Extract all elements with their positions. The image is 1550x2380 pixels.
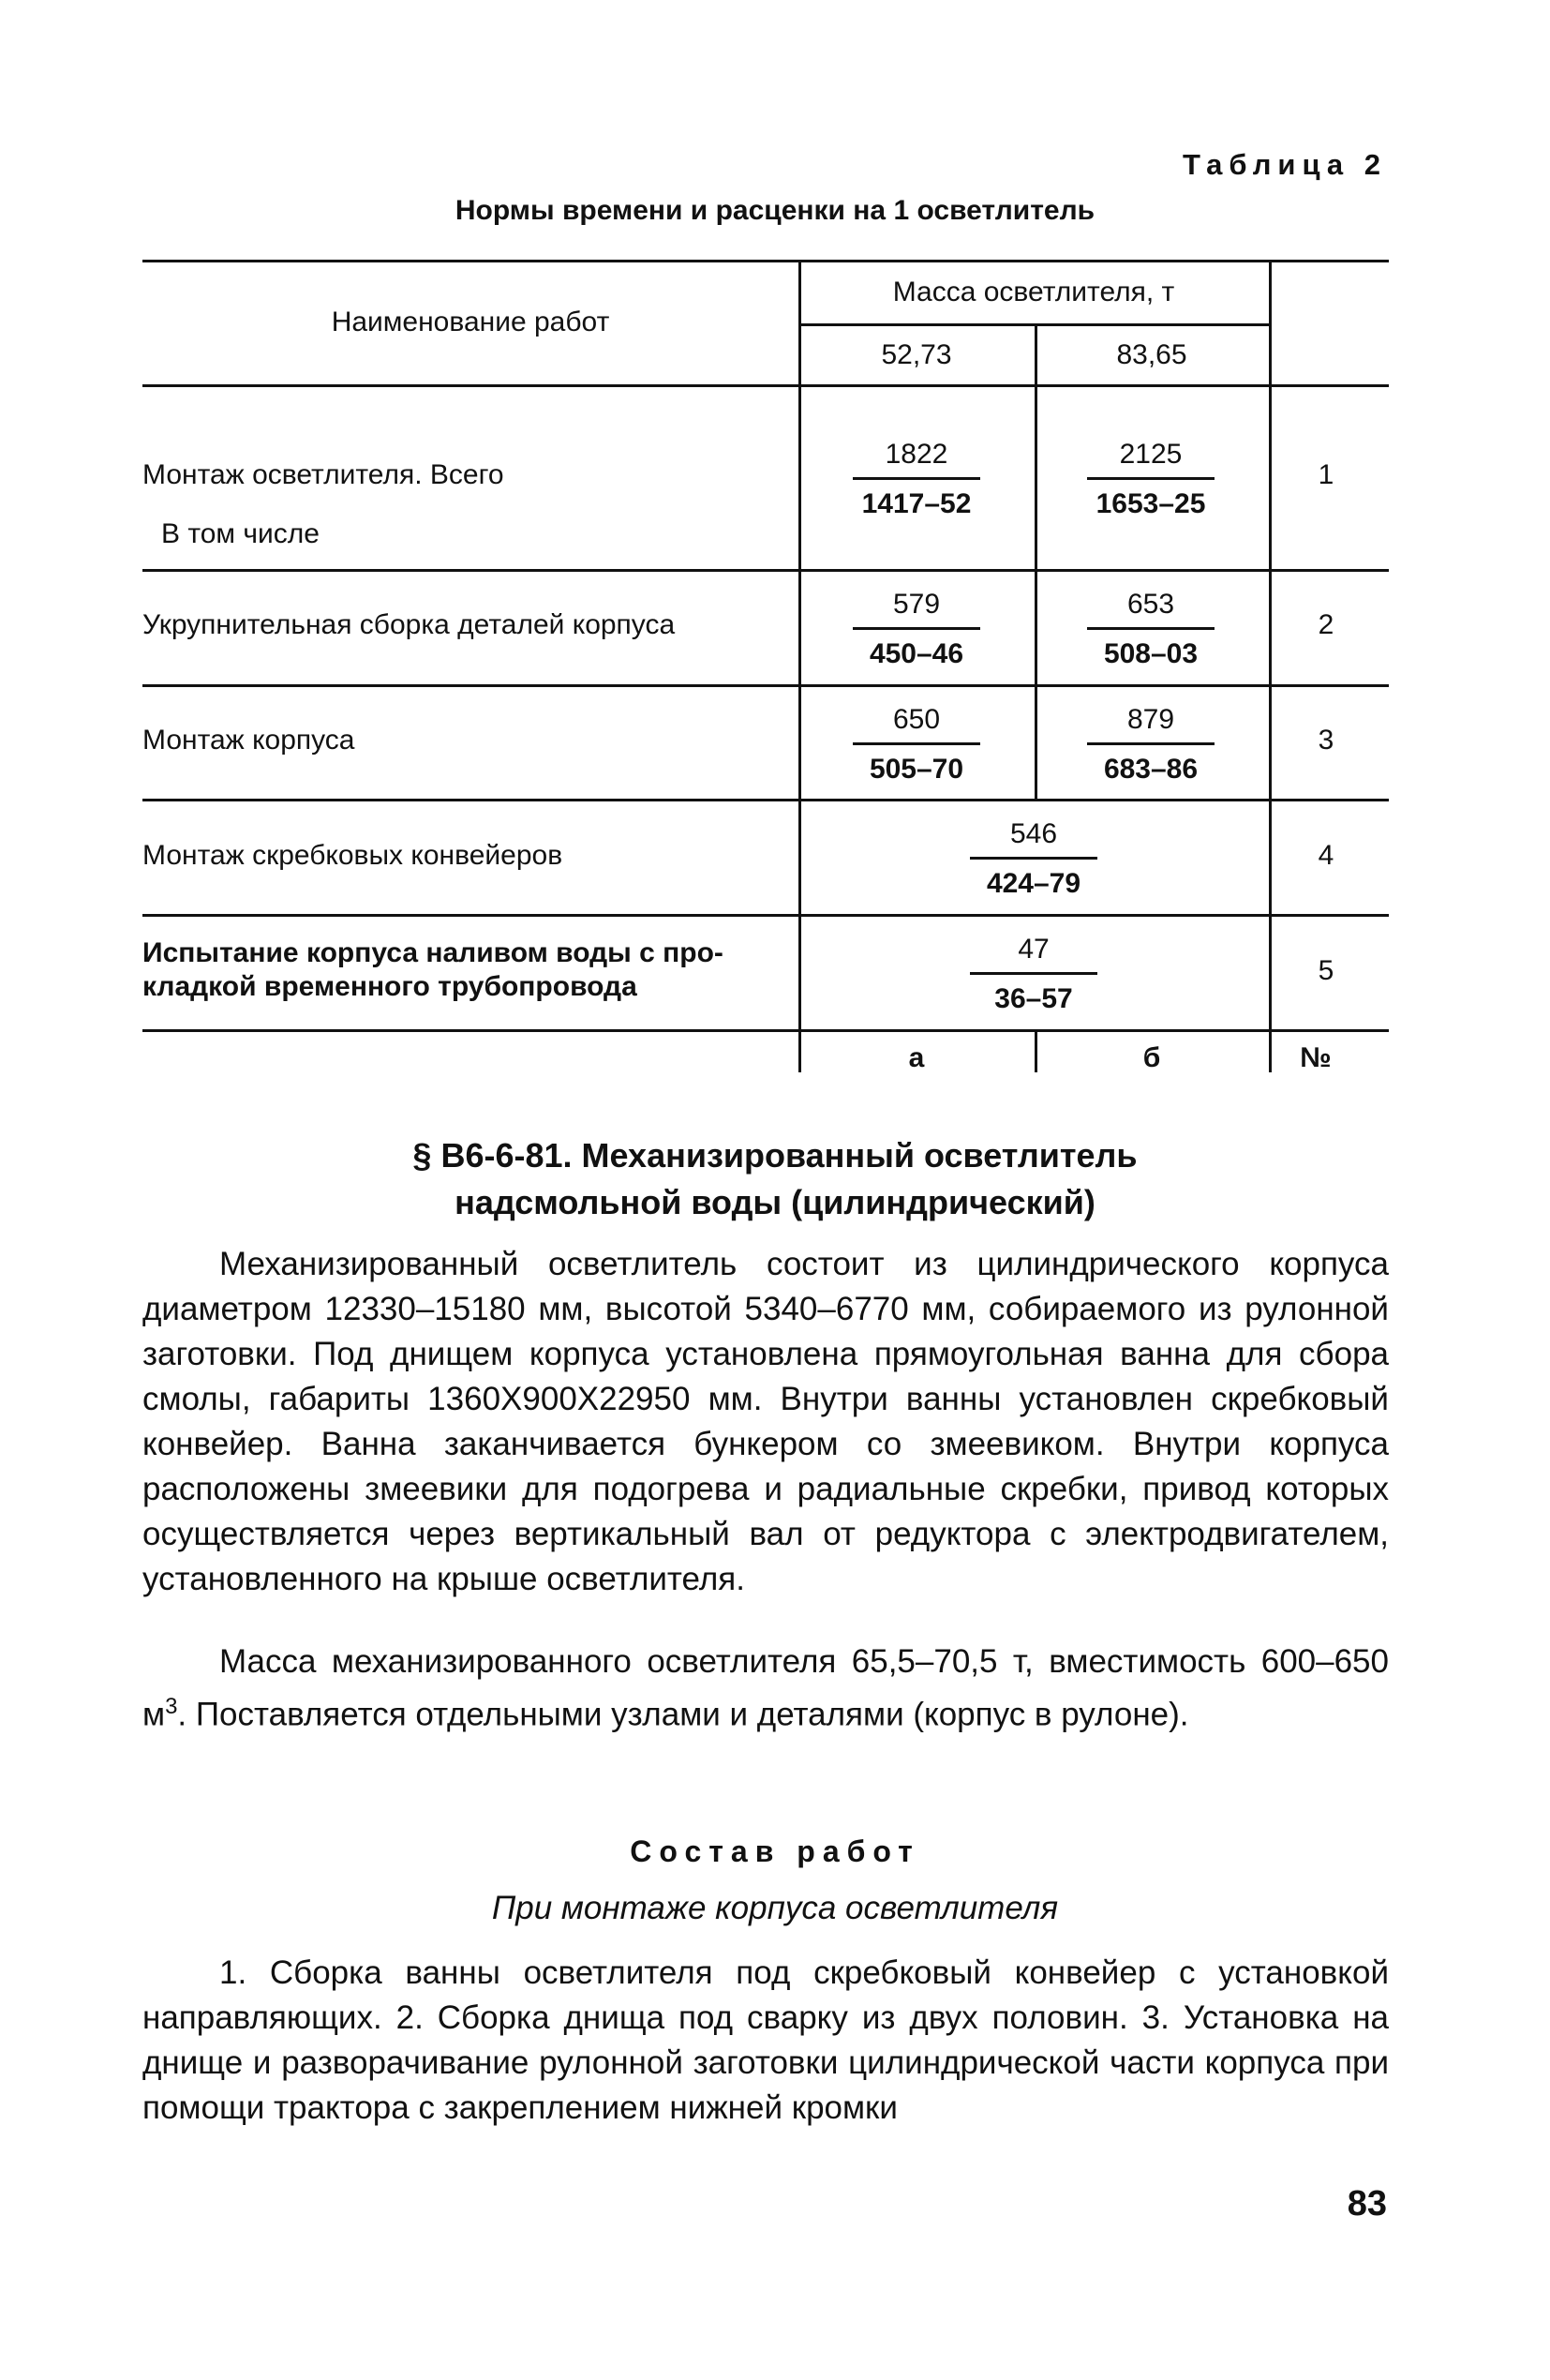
row5-denominator: 36–57 [994,983,1073,1014]
col-divider-work [798,260,801,1029]
mass-value-b: 83,65 [1116,339,1187,370]
header-bottom-rule [142,384,1389,387]
row1-b-numerator: 2125 [1119,439,1183,470]
fraction-bar [1087,742,1215,745]
row3-a-denominator: 505–70 [869,754,964,785]
row2-bottom-rule [142,684,1389,687]
row5-fraction [940,931,1127,1018]
row1-b-denominator: 1653–25 [1095,488,1206,519]
fraction-bar [853,477,980,480]
row5-number: 5 [1318,955,1334,986]
superscript-cubic: 3 [165,1694,178,1719]
row3-bottom-rule [142,799,1389,801]
page-number: 83 [1347,2184,1387,2223]
row1-name: Монтаж осветлителя. Всего [142,459,504,490]
row2-b-denominator: 508–03 [1103,638,1199,669]
row3-b-numerator: 879 [1126,704,1175,735]
footer-col-no: № [1300,1042,1332,1073]
fraction-bar [970,857,1097,860]
row4-numerator: 546 [1009,818,1058,849]
row1-a-denominator: 1417–52 [861,488,972,519]
row4-name: Монтаж скребковых конвейеров [142,840,563,871]
row5-numerator: 47 [1018,934,1050,965]
fraction-bar [970,972,1097,975]
paragraph-mass-text-end: . Поставляется отдельными узлами и деталями (корпус в рулоне). [177,1696,1189,1733]
fraction-bar [1087,627,1215,630]
section-title-line2: надсмольной воды (цилиндрический) [455,1183,1095,1221]
row1-note: В том числе [161,518,320,549]
row2-number: 2 [1318,609,1334,640]
fraction-bar [1087,477,1215,480]
paragraph-mass-text: Масса механизированного осветлителя 65,5–70,5 т, вместимость 600–650 м [142,1643,1389,1733]
row2-b-numerator: 653 [1126,589,1175,620]
col-divider-mass-upper [1035,323,1037,799]
row1-fraction-b [1057,436,1244,523]
sostav-subtitle: При монтаже корпуса осветлителя [491,1890,1059,1926]
row1-a-numerator: 1822 [885,439,948,470]
row3-name: Монтаж корпуса [142,725,355,756]
fraction-bar [853,742,980,745]
table-top-rule [142,260,1389,262]
row3-b-denominator: 683–86 [1103,754,1199,785]
col-divider-number [1269,260,1272,1029]
fraction-bar [853,627,980,630]
row2-a-numerator: 579 [892,589,941,620]
mass-subheader-rule [798,323,1269,326]
row4-fraction [940,816,1127,903]
sostav-title: Состав работ [630,1834,920,1868]
footer-col-a: а [908,1042,925,1073]
row5-name-line2: кладкой временного трубопровода [142,971,637,1002]
row4-bottom-rule [142,914,1389,917]
row4-number: 4 [1318,840,1334,871]
row2-fraction-a [823,586,1010,673]
paragraph-description: Механизированный осветлитель состоит из цилиндрического корпуса диаметром 12330–15180 мм, высотой 5340–6770 мм, собираемого из рулонной заготовки. Под днищем корпуса установлена прямоугольная ванна для сбора смолы, габариты 1360Х900Х22950 мм. Внутри ванны установлен скребковый конвейер. Ванна заканчивается бункером со змеевиком. Внутри корпуса расположены змеевики для подогрева и радиальные скребки, привод которых осуществляется через вертикальный вал от редуктора с электродвигателем, установленного на крыше осветлителя. [142,1246,1389,1597]
row2-fraction-b [1057,586,1244,673]
mass-header: Масса осветлителя, т [892,277,1175,307]
table-bottom-rule [142,1029,1389,1032]
table-caption: Нормы времени и расценки на 1 осветлитель [455,195,1095,226]
row1-bottom-rule [142,569,1389,572]
row3-fraction-a [823,701,1010,788]
footer-col-b: б [1142,1042,1161,1073]
section-title-line1: § В6-6-81. Механизированный осветлитель [412,1136,1138,1175]
row3-number: 3 [1318,725,1334,756]
paragraph-mass [142,1639,1389,1738]
row2-a-denominator: 450–46 [869,638,964,669]
row1-fraction-a [823,436,1010,523]
paragraph-steps: 1. Сборка ванны осветлителя под скребковый конвейер с установкой направляющих. 2. Сборка днища под сварку из двух половин. 3. Установка на днище и разворачивание рулонной заготовки цилиндрической части корпуса при помощи трактора с закреплением нижней кромки [142,1954,1389,2126]
row3-a-numerator: 650 [892,704,941,735]
work-name-header: Наименование работ [331,307,610,337]
row2-name: Укрупнительная сборка деталей корпуса [142,609,676,640]
row5-name-line1: Испытание корпуса наливом воды с про- [142,937,723,968]
mass-value-a: 52,73 [881,339,952,370]
table-label: Таблица 2 [1182,148,1387,181]
row4-denominator: 424–79 [986,868,1081,899]
row1-number: 1 [1318,459,1334,490]
row3-fraction-b [1057,701,1244,788]
